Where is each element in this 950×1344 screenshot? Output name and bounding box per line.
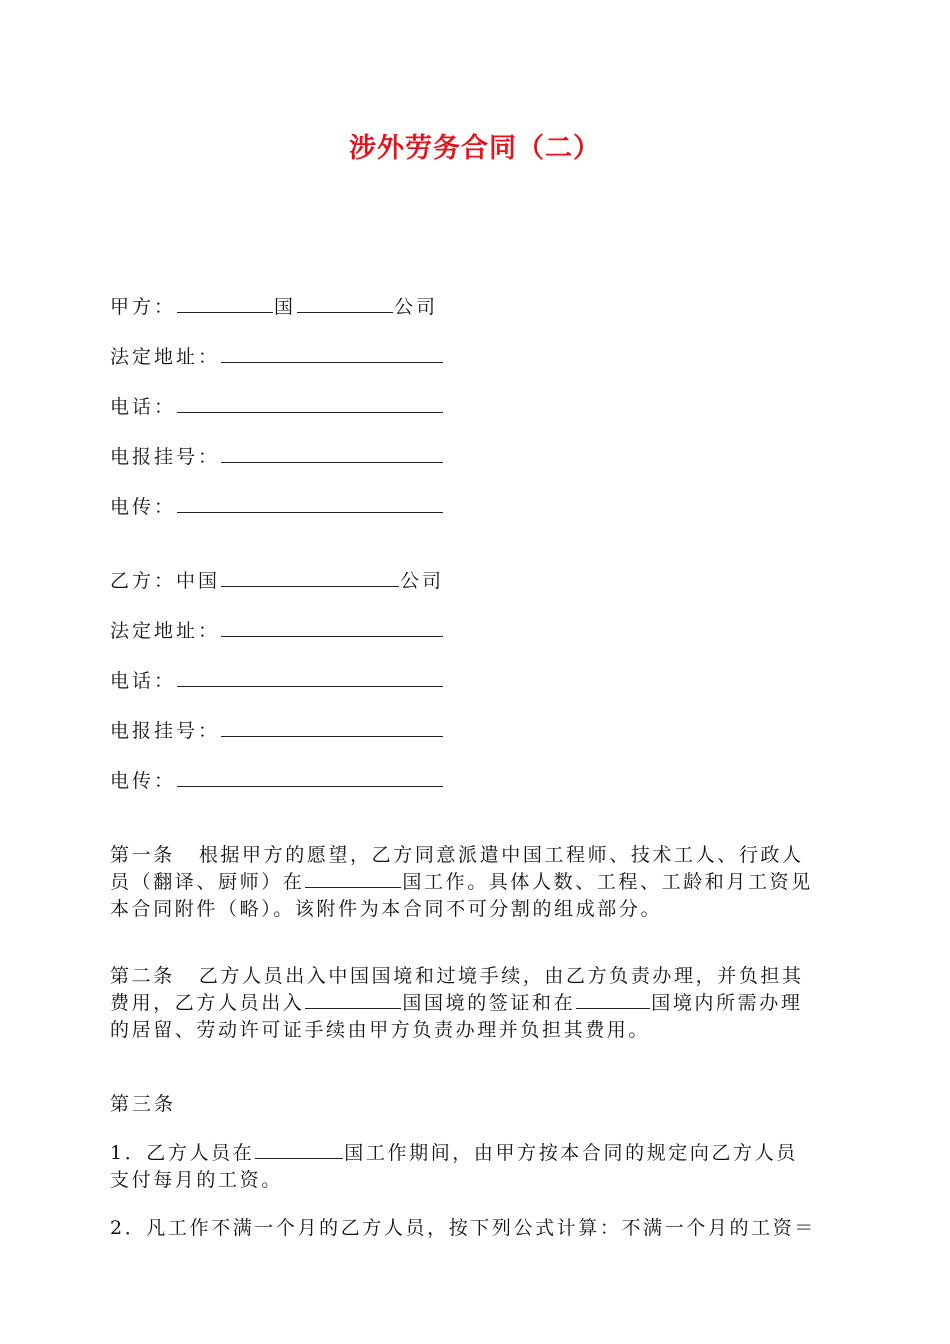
article-3-item-2-row-1: 2．凡工作不满一个月的乙方人员，按下列公式计算：不满一个月的工资＝ [110,1217,816,1239]
party-b-phone-label: 电话： [110,670,177,692]
article-2-country-blank [305,990,401,1009]
party-a-phone-label: 电话： [110,396,177,418]
party-a-cable-line [110,444,444,469]
article-1-row-3: 本合同附件（略）。该附件为本合同不可分割的组成部分。 [110,898,663,920]
party-a-country-blank [177,294,273,313]
party-a-phone-line [110,394,444,419]
party-b-company-blank [221,568,399,587]
party-b-address-line [110,618,444,643]
party-b-telex-line [110,768,444,793]
article-3-item-1-row-2: 支付每月的工资。 [110,1169,283,1191]
party-b-cable-label: 电报挂号： [110,720,221,742]
party-b-telex-blank [177,768,443,787]
article-1 [110,842,845,923]
article-1-heading: 第一条 [110,844,175,866]
article-3-country-blank [255,1140,343,1159]
party-a-label: 甲方： [110,296,177,318]
party-b-phone-blank [177,668,443,687]
party-a-company-suffix: 公司 [394,296,439,318]
party-a-phone-blank [177,394,443,413]
article-3-item-1b: 国工作期间，由甲方按本合同的规定向乙方人员 [344,1142,798,1164]
party-b-phone-line [110,668,444,693]
party-a-country-suffix: 国 [274,296,297,318]
party-b-cable-line [110,718,444,743]
article-1-line-2b: 国工作。具体人数、工程、工龄和月工资见 [402,871,813,893]
article-1-row-1 [110,842,845,869]
article-2-line-2c: 国境内所需办理 [651,992,803,1014]
party-a-address-label: 法定地址： [110,346,221,368]
party-b-company-suffix: 公司 [400,570,445,592]
party-a-cable-blank [221,444,443,463]
party-a-telex-label: 电传： [110,496,177,518]
party-b-line [110,568,444,593]
page-title: 涉外劳务合同（二） [349,133,601,164]
party-b-telex-label: 电传： [110,770,177,792]
party-b-label: 乙方：中国 [110,570,221,592]
article-1-line-2a: 员（翻译、厨师）在 [110,871,305,893]
party-b-cable-blank [221,718,443,737]
party-a-telex-blank [177,494,443,513]
article-2-heading: 第二条 [110,965,175,987]
party-a-company-blank [297,294,393,313]
article-1-country-blank [305,869,401,888]
article-2-territory-blank [576,990,650,1009]
article-3-item-1-row-1 [110,1140,845,1167]
party-a-telex-line [110,494,444,519]
article-3-item-1a: 1．乙方人员在 [110,1142,255,1164]
article-3-item-2 [110,1215,845,1242]
party-a-address-line [110,344,444,369]
article-2-row-1 [110,963,845,990]
article-2-line-2b: 国国境的签证和在 [402,992,576,1014]
article-3-item-1 [110,1140,845,1194]
article-2-line-2a: 费用，乙方人员出入 [110,992,305,1014]
article-1-line-1: 根据甲方的愿望，乙方同意派遣中国工程师、技术工人、行政人 [198,844,804,866]
party-a-address-blank [221,344,443,363]
article-2-row-3: 的居留、劳动许可证手续由甲方负责办理并负担其费用。 [110,1019,651,1041]
party-b-address-label: 法定地址： [110,620,221,642]
party-a-cable-label: 电报挂号： [110,446,221,468]
article-2-line-1: 乙方人员出入中国国境和过境手续，由乙方负责办理，并负担其 [198,965,804,987]
party-b-address-blank [221,618,443,637]
article-3-heading: 第三条 [110,1093,177,1115]
article-2-row-2 [110,990,845,1017]
party-a-line [110,294,438,319]
article-1-row-2 [110,869,845,896]
article-2 [110,963,845,1044]
